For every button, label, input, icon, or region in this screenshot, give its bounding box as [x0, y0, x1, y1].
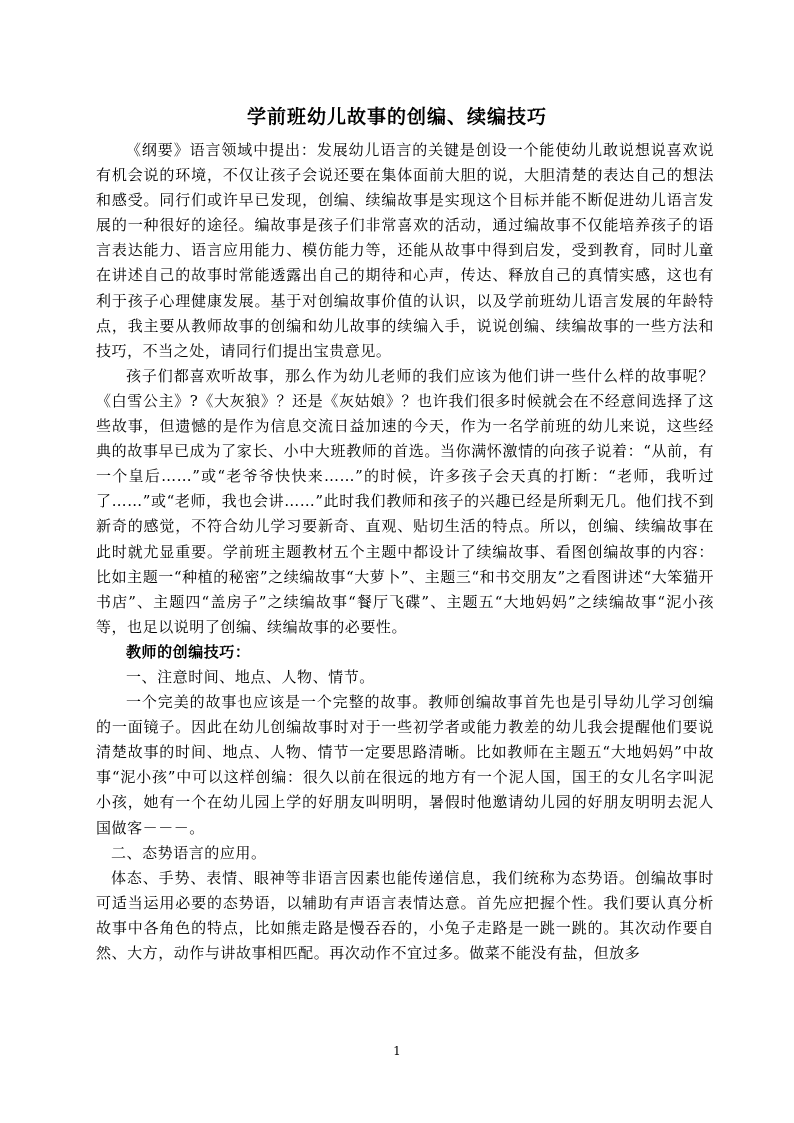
document-body: [96, 138, 714, 966]
paragraph-intro: 《纲要》语言领域中提出：发展幼儿语言的关键是创设一个能使幼儿敢说想说喜欢说有机会说的环境，不仅让孩子会说还要在集体面前大胆的说，大胆清楚的表达自己的想法和感受。同行们或许早已发现，创编、续编故事是实现这个目标并能不断促进幼儿语言发展的一种很好的途径。编故事是孩子们非常喜欢的活动，通过编故事不仅能培养孩子的语言表达能力、语言应用能力、模仿能力等，还能从故事中得到启发，受到教育，同时儿童在讲述自己的故事时常能透露出自己的期待和心声，传达、释放自己的真情实感，这也有利于孩子心理健康发展。基于对创编故事价值的认识，以及学前班幼儿语言发展的年龄特点，我主要从教师故事的创编和幼儿故事的续编入手，说说创编、续编故事的一些方法和技巧，不当之处，请同行们提出宝贵意见。: [96, 141, 714, 360]
document-title: 学前班幼儿故事的创编、续编技巧: [246, 106, 547, 128]
subheading-time-place: 一、注意时间、地点、人物、情节。: [126, 667, 375, 686]
paragraph-body-language: 体态、手势、表情、眼神等非语言因素也能传递信息，我们统称为态势语。创编故事时可适当运用必要的态势语，以辅助有声语言表情达意。首先应把握个性。我们要认真分析故事中各角色的特点，比如熊走路是慢吞吞的，小兔子走路是一跳一跳的。其次动作要自然、大方，动作与讲故事相匹配。再次动作不宜过多。做菜不能没有盐，但放多: [96, 868, 714, 962]
page-number: 1: [393, 1044, 401, 1058]
subheading-body-language: 二、态势语言的应用。: [111, 843, 267, 862]
section-heading-teacher-skills: 教师的创编技巧：: [126, 642, 251, 661]
paragraph-complete-story: 一个完美的故事也应该是一个完整的故事。教师创编故事首先也是引导幼儿学习创编的一面镜子。因此在幼儿创编故事时对于一些初学者或能力教差的幼儿我会提醒他们要说清楚故事的时间、地点、人物、情节一定要思路清晰。比如教师在主题五“大地妈妈”中故事“泥小孩”中可以这样创编：很久以前在很远的地方有一个泥人国，国王的女儿名字叫泥小孩，她有一个在幼儿园上学的好朋友叫明明，暑假时他邀请幼儿园的好朋友明明去泥人国做客－－－。: [96, 693, 714, 837]
paragraph-story-choice: 孩子们都喜欢听故事，那么作为幼儿老师的我们应该为他们讲一些什么样的故事呢？《白雪公主》?《大灰狼》？还是《灰姑娘》？也许我们很多时候就会在不经意间选择了这些故事，但遗憾的是作为信息交流日益加速的今天，作为一名学前班的幼儿来说，这些经典的故事早已成为了家长、小中大班教师的首选。当你满怀激情的向孩子说着：“从前，有一个皇后……”或“老爷爷快快来……”的时候，许多孩子会天真的打断：“老师，我听过了……”或“老师，我也会讲……”此时我们教师和孩子的兴趣已经是所剩无几。他们找不到新奇的感觉，不符合幼儿学习要新奇、直观、贴切生活的特点。所以，创编、续编故事在此时就尤显重要。学前班主题教材五个主题中都设计了续编故事、看图创编故事的内容：比如主题一“种植的秘密”之续编故事“大萝卜”、主题三“和书交朋友”之看图讲述“大笨猫开书店”、主题四“盖房子”之续编故事“餐厅飞碟”、主题五“大地妈妈”之续编故事“泥小孩等，也足以说明了创编、续编故事的必要性。: [96, 366, 714, 636]
